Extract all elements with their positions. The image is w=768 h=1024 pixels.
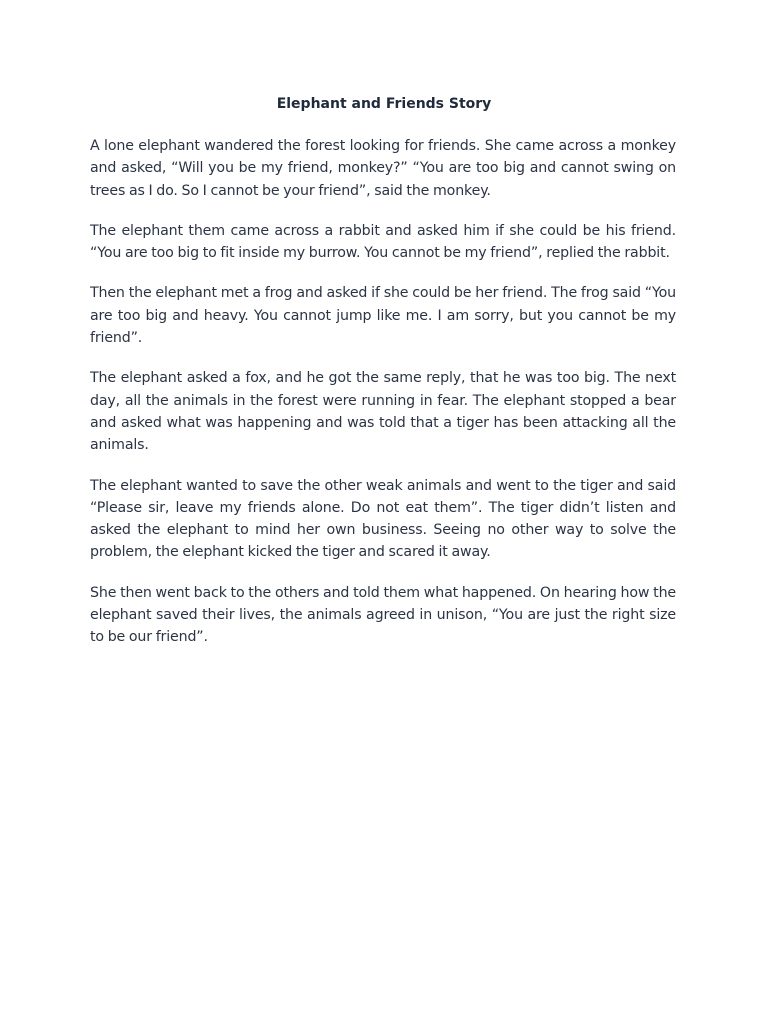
story-body bbox=[90, 135, 676, 667]
story-paragraph-3: Then the elephant met a frog and asked if she could be her friend. The frog said “You are too big and heavy. You cannot jump like me. I am sorry, but you cannot be my friend”. bbox=[90, 285, 676, 347]
story-paragraph-2: The elephant them came across a rabbit and asked him if she could be his friend. “You are too big to fit inside my burrow. You cannot be my friend”, replied the rabbit. bbox=[90, 222, 676, 262]
story-paragraph-1: A lone elephant wandered the forest looking for friends. She came across a monkey and asked, “Will you be my friend, monkey?” “You are too big and cannot swing on trees as I do. So I cannot be your friend”, said the monkey. bbox=[90, 138, 676, 199]
story-paragraph-5: The elephant wanted to save the other weak animals and went to the tiger and said “Please sir, leave my friends alone. Do not eat them”. The tiger didn’t listen and asked the elephant to mind her own business. Seeing no other way to solve the problem, the elephant kicked the tiger and scared it away. bbox=[90, 477, 676, 561]
document-title: Elephant and Friends Story bbox=[276, 96, 492, 112]
story-paragraph-6: She then went back to the others and told them what happened. On hearing how the elephant saved their lives, the animals agreed in unison, “You are just the right size to be our friend”. bbox=[90, 584, 676, 646]
story-paragraph-4: The elephant asked a fox, and he got the same reply, that he was too big. The next day, all the animals in the forest were running in fear. The elephant stopped a bear and asked what was happening and was told that a tiger has been attacking all the animals. bbox=[90, 370, 676, 454]
